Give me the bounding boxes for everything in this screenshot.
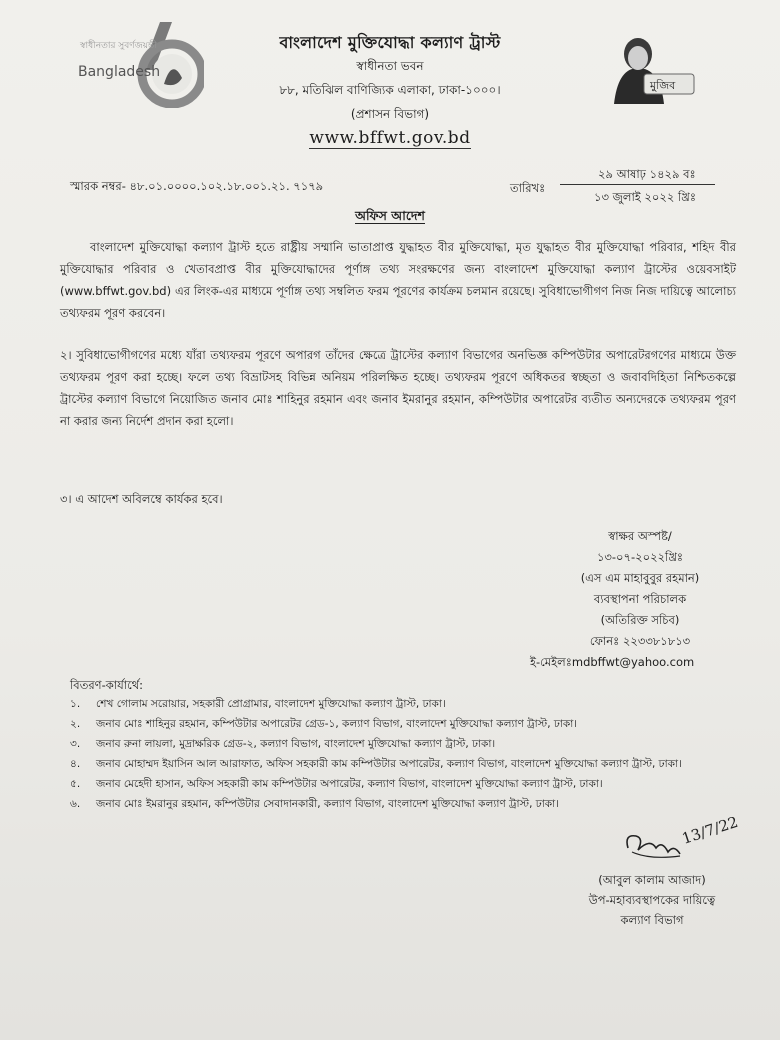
svg-text:13/7/22: 13/7/22 <box>679 812 741 848</box>
office-order-title: অফিস আদেশ <box>355 208 425 223</box>
date-divider <box>560 184 715 185</box>
list-item: ৩. জনাব রুনা লায়লা, মুদ্রাক্ষরিক গ্রেড-২, কল্যাণ বিভাগ, বাংলাদেশ মুক্তিযোদ্ধা কল্যাণ ট্রাস্ট, ঢাকা। <box>70 738 496 750</box>
signatory-email: ই-মেইলঃmdbffwt@yahoo.com <box>530 655 695 669</box>
list-item: ১. শেখ গোলাম সরোয়ার, সহকারী প্রোগ্রামার, বাংলাদেশ মুক্তিযোদ্ধা কল্যাণ ট্রাস্ট, ঢাকা। <box>70 698 446 710</box>
division: (প্রশাসন বিভাগ) <box>350 107 430 121</box>
signature-date: ১৩-০৭-২০২২খ্রিঃ <box>596 550 684 564</box>
date-block <box>510 162 715 212</box>
signatory2-division: কল্যাণ বিভাগ <box>620 913 684 927</box>
date-english: ১৩ জুলাই ২০২২ খ্রিঃ <box>594 190 696 204</box>
signatory-rank: (অতিরিক্ত সচিব) <box>600 613 680 627</box>
list-item: ৫. জনাব মেহেদী হাসান, অফিস সহকারী কাম কম্পিউটার অপারেটর, কল্যাণ বিভাগ, বাংলাদেশ মুক্তিযোদ্ধা কল্যাণ ট্রাস্ট, ঢাকা। <box>70 778 603 790</box>
date-label: তারিখঃ <box>510 181 546 195</box>
address: ৮৮, মতিঝিল বাণিজ্যিক এলাকা, ঢাকা-১০০০। <box>279 83 501 97</box>
second-signature-block <box>552 870 752 930</box>
signatory-designation: ব্যবস্থাপনা পরিচালক <box>593 592 687 606</box>
svg-text:মুজিব: মুজিব <box>650 79 676 92</box>
website-link: www.bffwt.gov.bd <box>309 128 471 148</box>
paragraph-1: বাংলাদেশ মুক্তিযোদ্ধা কল্যাণ ট্রাস্ট হতে রাষ্ট্রীয় সম্মানি ভাতাপ্রাপ্ত যুদ্ধাহত বীর মুক্তিযোদ্ধা, মৃত যুদ্ধাহত বীর মুক্তিযোদ্ধা পরিবার, শহিদ বীর মুক্তিযোদ্ধার পরিবার ও খেতাবপ্রাপ্ত বীর মুক্তিযোদ্ধাদের পূর্ণাঙ্গ তথ্য সংরক্ষণের জন্য বাংলাদেশ মুক্তিযোদ্ধা কল্যাণ ট্রাস্টের ওয়েবসাইট (www.bffwt.gov.bd) এর লিংক-এর মাধ্যমে পূর্ণাঙ্গ তথ্য সম্বলিত ফরম পূরণের কার্যক্রম চলমান রয়েছে। সুবিধাভোগীগণ নিজ নিজ দায়িত্বে আলোচ্য তথ্যফরম পূরণ করবেন। <box>60 240 736 320</box>
paragraph-3: ৩। এ আদেশ অবিলম্বে কার্যকর হবে। <box>60 492 223 506</box>
signature-block <box>530 526 750 673</box>
distribution-list <box>70 694 740 814</box>
signatory-phone: ফোনঃ ২২৩৩৮১৮১৩ <box>589 634 691 648</box>
page-title <box>0 208 780 228</box>
memo-number: স্মারক নম্বর- ৪৮.০১.০০০০.১০২.১৮.০০১.২১. ৭১৭৯ <box>70 179 324 193</box>
handwritten-signature <box>610 808 780 870</box>
paragraph-2: ২। সুবিধাভোগীগণের মধ্যে যাঁরা তথ্যফরম পূরণে অপারগ তাঁদের ক্ষেত্রে ট্রাস্টের কল্যাণ বিভাগের অনভিজ্ঞ কম্পিউটার অপারেটরগণের মাধ্যমে উক্ত তথ্যফরম পূরণ করা হচ্ছে। ফলে তথ্য বিভ্রাটসহ বিভিন্ন অনিয়ম পরিলক্ষিত হচ্ছে। তথ্যফরম পূরণে অধিকতর স্বচ্ছতা ও জবাবদিহিতা নিশ্চিতকল্পে ট্রাস্টের কল্যাণ বিভাগে নিয়োজিত জনাব মোঃ শাহিনুর রহমান এবং জনাব ইমরানুর রহমান, কম্পিউটার অপারেটর ব্যতীত অন্যদেরকে তথ্যফরম পূরণ না করার জন্য নির্দেশ প্রদান করা হলো। <box>60 348 736 428</box>
distribution-title: বিতরণ-কার্যার্থে: <box>70 678 144 692</box>
list-item: ৬. জনাব মোঃ ইমরানুর রহমান, কম্পিউটার সেবাদানকারী, কল্যাণ বিভাগ, বাংলাদেশ মুক্তিযোদ্ধা কল্যাণ ট্রাস্ট, ঢাকা। <box>70 798 559 810</box>
date-bangla: ২৯ আষাঢ় ১৪২৯ বঃ <box>598 167 696 181</box>
list-item: ৪. জনাব মোহাম্মদ ইয়াসিন আল আরাফাত, অফিস সহকারী কাম কম্পিউটার অপারেটর, কল্যাণ বিভাগ, বাংলাদেশ মুক্তিযোদ্ধা কল্যাণ ট্রাস্ট, ঢাকা। <box>70 758 682 770</box>
svg-text:স্বাধীনতার সুবর্ণজয়ন্তী: স্বাধীনতার সুবর্ণজয়ন্তী <box>80 41 157 51</box>
building-name: স্বাধীনতা ভবন <box>356 59 424 73</box>
signatory-name: (এস এম মাহাবুবুর রহমান) <box>580 571 700 585</box>
signatory2-designation: উপ-মহাব্যবস্থাপকের দায়িত্বে <box>588 893 716 907</box>
signatory2-name: (আবুল কালাম আজাদ) <box>598 873 706 887</box>
svg-text:Bangladesh: Bangladesh <box>78 64 161 80</box>
organization-name: বাংলাদেশ মুক্তিযোদ্ধা কল্যাণ ট্রাস্ট <box>279 33 501 52</box>
signed-note: স্বাক্ষর অস্পষ্ট/ <box>608 529 672 543</box>
list-item: ২. জনাব মোঃ শাহিনুর রহমান, কম্পিউটার অপারেটর গ্রেড-১, কল্যাণ বিভাগ, বাংলাদেশ মুক্তিযোদ্ধা কল্যাণ ট্রাস্ট, ঢাকা। <box>70 718 578 730</box>
website <box>0 128 780 148</box>
